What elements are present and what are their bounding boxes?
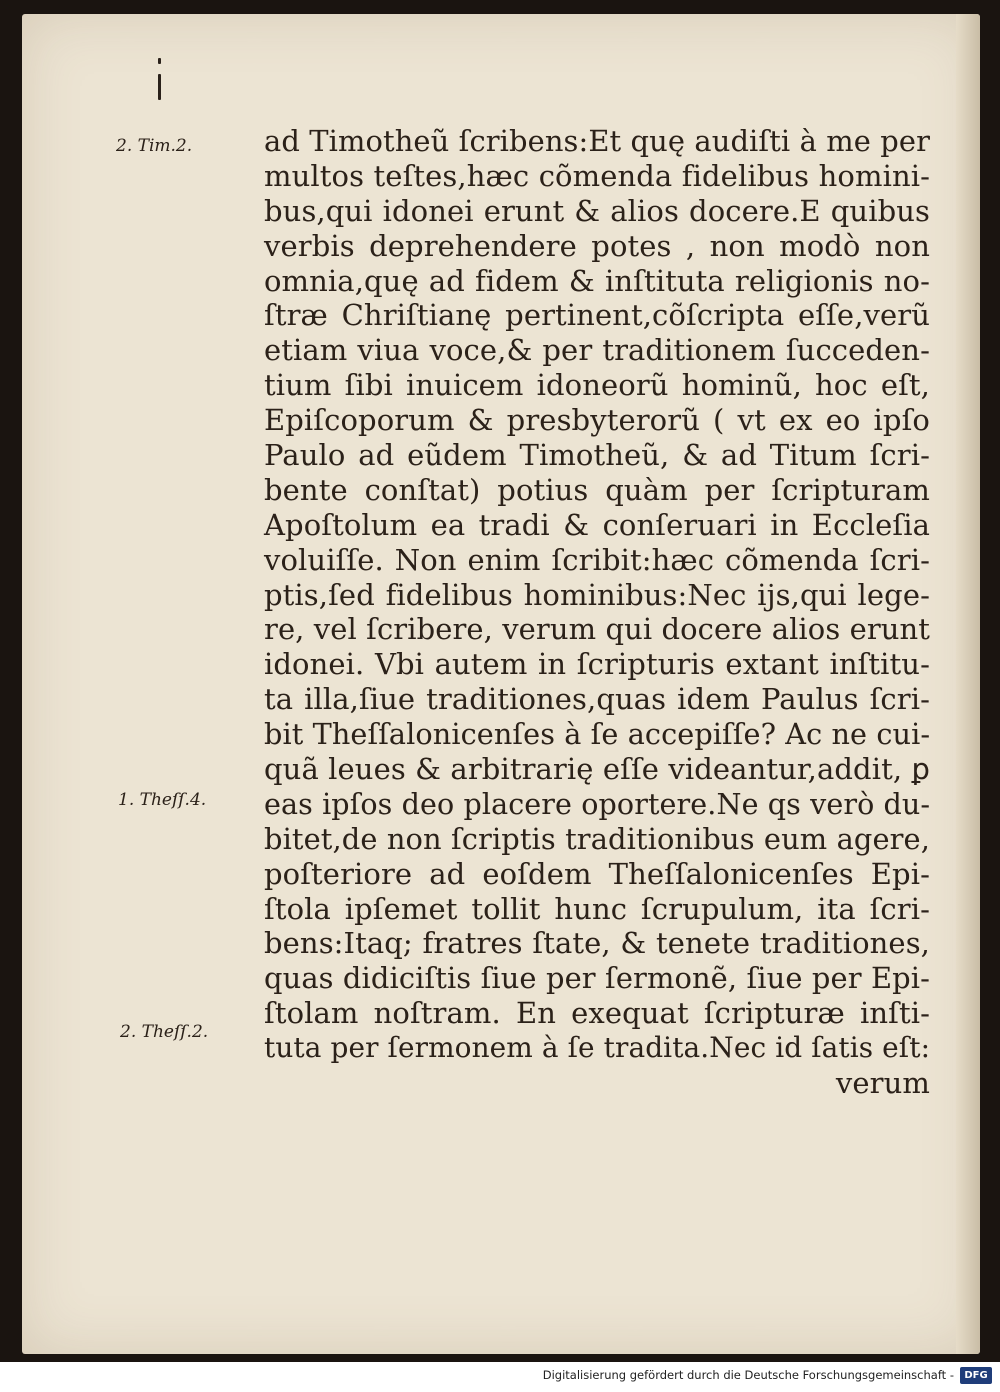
text-line: ptis,ſed fidelibus hominibus:Nec ijs,qui lege- [264, 577, 930, 612]
text-line: Apoſtolum ea tradi & conſeruari in Eccleſia [264, 507, 930, 542]
text-line: tium ſibi inuicem idoneorũ hominũ, hoc eſt, [264, 368, 930, 403]
text-line: eas ipſos deo placere oportere.Ne qs verò du- [264, 786, 931, 821]
text-line: idonei. Vbi autem in ſcripturis extant inſtitu- [264, 647, 930, 682]
margin-note-thessalonians-1: 1. Theſſ.4. [118, 790, 207, 810]
text-line: voluiſſe. Non enim ſcribit:hæc cõmenda ſcri- [264, 542, 930, 577]
margin-note-timothy: 2. Tim.2. [116, 136, 193, 156]
text-line: multos teſtes,hæc cõmenda fidelibus homini- [264, 158, 930, 193]
funding-credit: Digitalisierung gefördert durch die Deutsche Forschungsgemeinschaft - [542, 1368, 954, 1382]
text-line: Epiſcoporum & presbyterorũ ( vt ex eo ipſo [264, 403, 930, 438]
text-line: bitet,de non ſcriptis traditionibus eum agere, [264, 821, 930, 856]
text-line: ſtola ipſemet tollit hunc ſcrupulum, ita ſcri- [264, 891, 930, 926]
footer-bar [0, 1362, 1000, 1392]
margin-note-thessalonians-2: 2. Theſſ.2. [120, 1022, 209, 1042]
ink-mark [158, 58, 161, 100]
text-line: ta illa,ſiue traditiones,quas idem Paulus ſcri- [264, 682, 930, 717]
text-line: quas didiciſtis ſiue per ſermonẽ, ſiue per Epi- [264, 961, 930, 996]
page-edge [956, 14, 980, 1354]
text-line: bente conſtat) potius quàm per ſcripturam [264, 472, 930, 507]
text-line: bens:Itaq; fratres ſtate, & tenete traditiones, [264, 926, 930, 961]
text-line: verum [835, 1066, 930, 1101]
text-line: ſtolam noſtram. En exequat ſcripturæ inſti- [264, 996, 930, 1031]
text-line: omnia,quę ad fidem & inſtituta religionis no- [264, 263, 930, 298]
text-line: re, vel ſcribere, verum qui docere alios erunt [264, 612, 930, 647]
text-line: tuta per ſermonem à ſe tradita.Nec id ſatis eſt: [264, 1031, 931, 1065]
text-line: poſteriore ad eoſdem Theſſalonicenſes Epi- [264, 856, 930, 891]
text-line: Paulo ad eũdem Timotheũ, & ad Titum ſcri- [264, 438, 930, 473]
ink-mark-dot [158, 58, 161, 64]
body-text [264, 124, 930, 1101]
text-line: bus,qui idonei erunt & alios docere.E quibus [264, 193, 930, 228]
dfg-logo: DFG [960, 1367, 992, 1384]
text-line: etiam viua voce,& per traditionem ſucceden- [264, 333, 930, 368]
text-line: ad Timotheũ ſcribens:Et quę audiſti à me per [264, 124, 930, 158]
text-line: quã leues & arbitrarię eſſe videantur,addit, ꝑ [264, 752, 930, 787]
text-line: ſtræ Chriſtianę pertinent,cõſcripta eſſe,verũ [264, 298, 930, 333]
text-line: verbis deprehendere potes , non modò non [264, 228, 930, 263]
text-line: bit Theſſalonicenſes à ſe accepiſſe? Ac ne cui- [264, 717, 931, 752]
ink-mark-stroke [158, 74, 161, 100]
